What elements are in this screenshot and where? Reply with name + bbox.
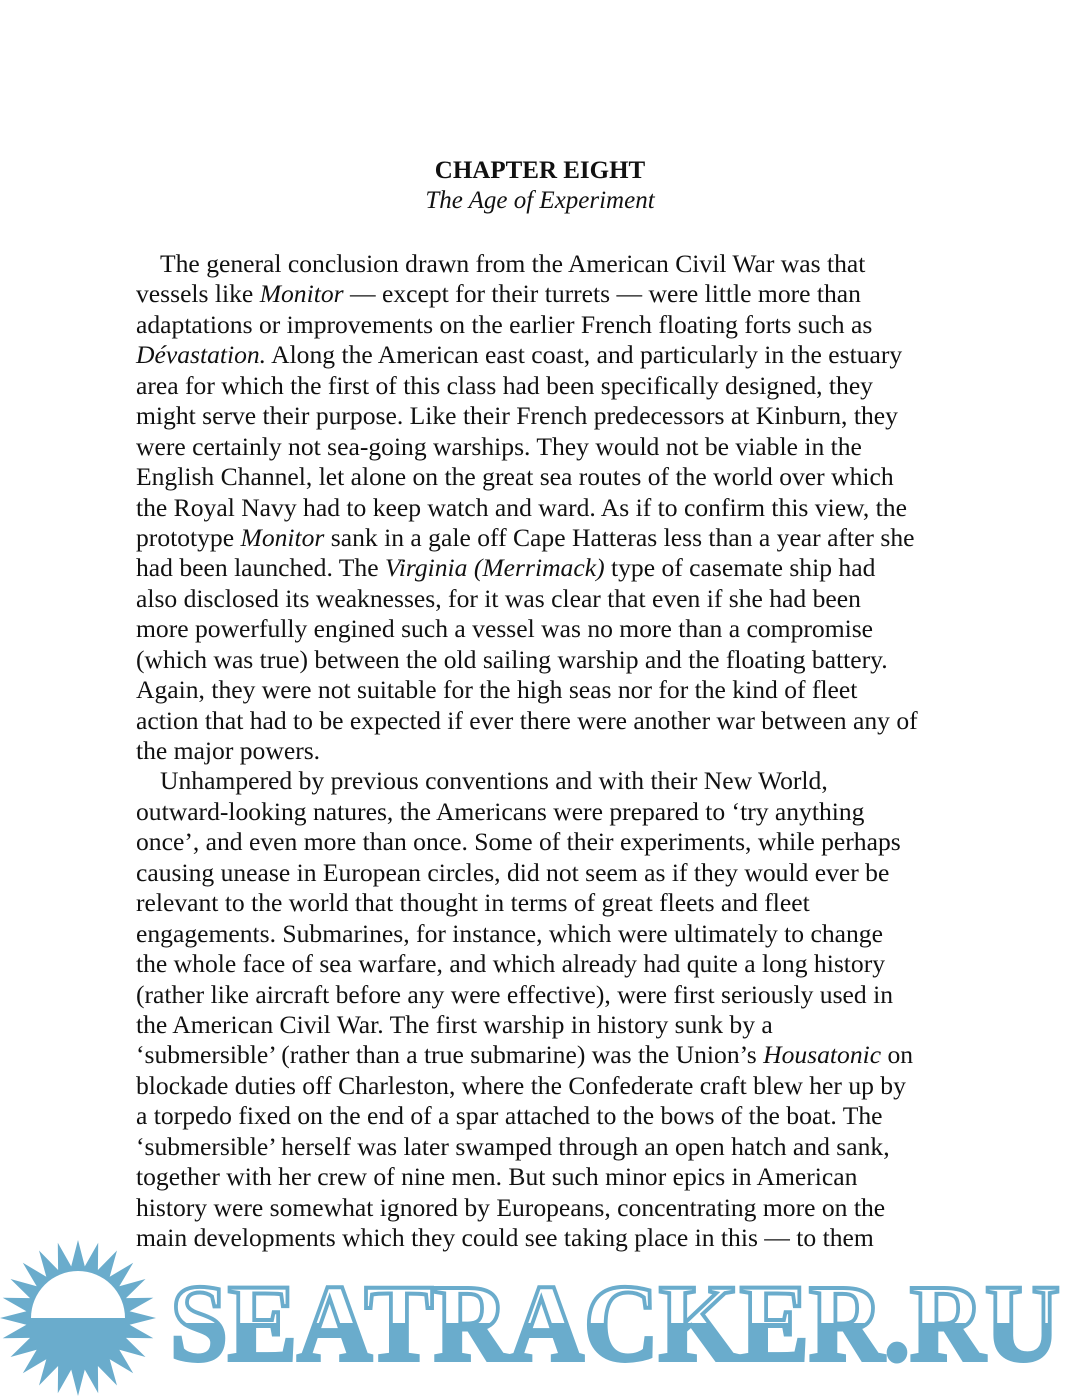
text-line — [136, 1132, 956, 1162]
text-line — [136, 980, 956, 1010]
text-segment: sank in a gale off Cape Hatteras less than a year after she — [324, 522, 915, 552]
text-segment: might serve their purpose. Like their French predecessors at Kinburn, they — [136, 401, 898, 431]
italic-ship-name: Monitor — [240, 522, 325, 552]
text-line — [136, 645, 956, 675]
text-segment: prototype — [136, 522, 241, 552]
text-segment: relevant to the world that thought in terms of great fleets and fleet — [136, 888, 810, 918]
text-segment: a torpedo fixed on the end of a spar attached to the bows of the boat. The — [136, 1101, 883, 1131]
text-line — [136, 949, 956, 979]
text-line — [136, 919, 956, 949]
text-line — [136, 766, 956, 796]
text-segment: once’, and even more than once. Some of their experiments, while perhaps — [136, 827, 901, 857]
text-line — [136, 706, 956, 736]
text-line — [136, 249, 956, 279]
body-text — [136, 249, 956, 1253]
text-segment: the major powers. — [136, 736, 321, 765]
watermark-text: SEATRACKER.RU — [170, 1262, 1060, 1384]
text-segment: outward-looking natures, the Americans were prepared to ‘try anything — [136, 796, 865, 826]
text-segment: The general conclusion drawn from the American Civil War was that — [160, 249, 866, 278]
text-segment: Along the American east coast, and particularly in the estuary — [266, 340, 903, 370]
text-segment: had been launched. The — [136, 553, 385, 583]
text-line — [136, 279, 956, 309]
text-segment: vessels like — [136, 279, 260, 309]
text-line — [136, 1040, 956, 1070]
text-segment: Again, they were not suitable for the high seas nor for the kind of fleet — [136, 675, 858, 705]
chapter-heading: CHAPTER EIGHT — [434, 157, 646, 184]
text-segment: causing unease in European circles, did not seem as if they would ever be — [136, 857, 890, 887]
text-segment: more powerfully engined such a vessel was no more than a compromise — [136, 614, 874, 644]
text-line — [136, 736, 956, 766]
text-segment: area for which the first of this class had been specifically designed, they — [136, 370, 873, 400]
text-segment: main developments which they could see taking place in this — to them — [136, 1223, 874, 1252]
text-segment: type of casemate ship had — [604, 553, 876, 583]
text-line — [136, 432, 956, 462]
text-segment: the whole face of sea warfare, and which already had quite a long history — [136, 949, 886, 979]
seatracker-watermark — [0, 1236, 1080, 1397]
italic-ship-name: Virginia (Merrimack) — [384, 553, 605, 583]
text-line — [136, 1101, 956, 1131]
text-segment: were certainly not sea-going warships. They would not be viable in the — [136, 431, 862, 461]
chapter-subtitle: The Age of Experiment — [425, 187, 655, 214]
text-line — [136, 888, 956, 918]
text-segment: adaptations or improvements on the earlier French floating forts such as — [136, 309, 873, 339]
text-segment: history were somewhat ignored by Europeans, concentrating more on the — [136, 1192, 886, 1222]
text-line — [136, 675, 956, 705]
text-line — [136, 523, 956, 553]
italic-ship-name: Housatonic — [763, 1040, 882, 1070]
text-line — [136, 1162, 956, 1192]
text-segment: action that had to be expected if ever there were another war between any of — [136, 705, 918, 735]
text-segment: — except for their turrets — were little more than — [343, 279, 861, 309]
text-line — [136, 1071, 956, 1101]
text-line — [136, 462, 956, 492]
text-segment: on — [881, 1040, 914, 1070]
italic-ship-name: Monitor — [259, 279, 344, 309]
text-line — [136, 310, 956, 340]
text-line — [136, 1010, 956, 1040]
text-line — [136, 493, 956, 523]
text-line — [136, 553, 956, 583]
text-segment: (which was true) between the old sailing warship and the floating battery. — [136, 644, 888, 674]
text-line — [136, 797, 956, 827]
text-line — [136, 584, 956, 614]
text-line — [136, 1193, 956, 1223]
text-segment: the American Civil War. The first warship in history sunk by a — [136, 1009, 773, 1039]
text-segment: blockade duties off Charleston, where the Confederate craft blew her up by — [136, 1070, 906, 1100]
text-segment: (rather like aircraft before any were effective), were first seriously used in — [136, 979, 894, 1009]
italic-ship-name: Dévastation. — [136, 340, 267, 370]
text-line — [136, 340, 956, 370]
text-segment: engagements. Submarines, for instance, which were ultimately to change — [136, 918, 883, 948]
text-segment: ‘submersible’ (rather than a true submarine) was the Union’s — [136, 1040, 764, 1070]
text-line — [136, 614, 956, 644]
sun-logo-icon — [0, 1240, 156, 1396]
text-segment: Unhampered by previous conventions and with their New World, — [160, 766, 828, 796]
text-line — [136, 401, 956, 431]
text-segment: together with her crew of nine men. But such minor epics in American — [136, 1162, 858, 1192]
text-segment: English Channel, let alone on the great sea routes of the world over which — [136, 462, 894, 492]
text-segment: the Royal Navy had to keep watch and ward. As if to confirm this view, the — [136, 492, 907, 522]
text-line — [136, 371, 956, 401]
text-segment: ‘submersible’ herself was later swamped through an open hatch and sank, — [136, 1131, 890, 1161]
text-line — [136, 858, 956, 888]
text-line — [136, 827, 956, 857]
text-segment: also disclosed its weaknesses, for it was clear that even if she had been — [136, 583, 861, 613]
